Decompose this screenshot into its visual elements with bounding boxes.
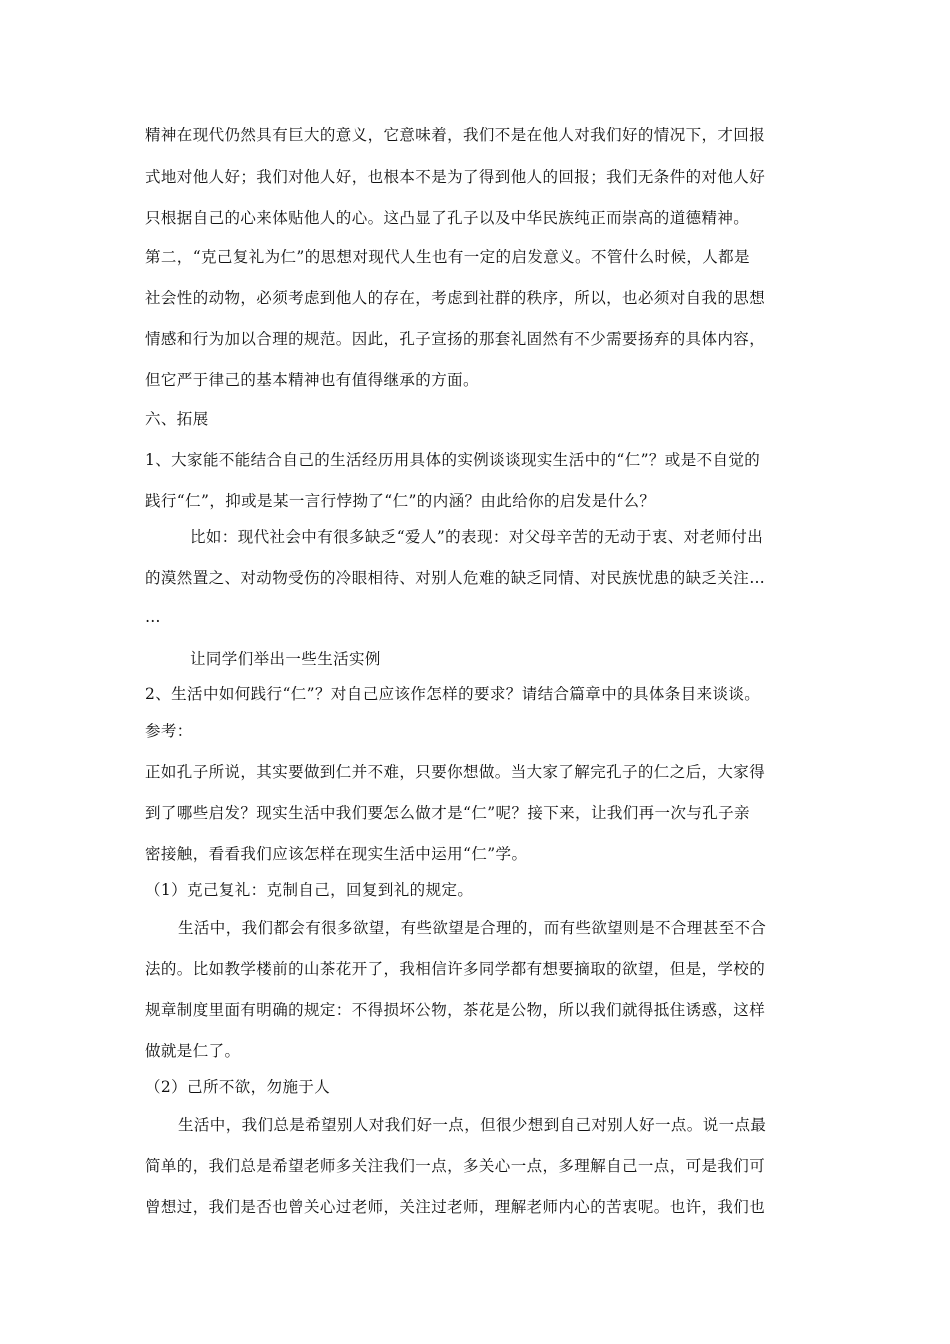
text-line: 让同学们举出一些生活实例 [190, 650, 381, 668]
text-line: 法的。比如教学楼前的山茶花开了，我相信许多同学都有想要摘取的欲望，但是，学校的 [145, 960, 766, 978]
text-line: 生活中，我们都会有很多欲望，有些欲望是合理的，而有些欲望则是不合理甚至不合 [178, 919, 767, 937]
text-line: 但它严于律己的基本精神也有值得继承的方面。 [145, 371, 479, 389]
text-line: 社会性的动物，必须考虑到他人的存在，考虑到社群的秩序，所以，也必须对自我的思想 [145, 289, 766, 307]
text-line: （2）己所不欲，勿施于人 [145, 1078, 331, 1096]
text-line: 正如孔子所说，其实要做到仁并不难，只要你想做。当大家了解完孔子的仁之后，大家得 [145, 763, 766, 781]
text-line: 做就是仁了。 [145, 1042, 241, 1060]
text-line: 情感和行为加以合理的规范。因此，孔子宣扬的那套礼固然有不少需要扬弃的具体内容， [145, 330, 766, 348]
text-line: 曾想过，我们是否也曾关心过老师，关注过老师，理解老师内心的苦衷呢。也许，我们也 [145, 1198, 766, 1216]
text-line: 的漠然置之、对动物受伤的冷眼相待、对别人危难的缺乏同情、对民族忧患的缺乏关注… [145, 569, 766, 587]
text-line: 2、生活中如何践行“仁”？对自己应该作怎样的要求？请结合篇章中的具体条目来谈谈。 [145, 685, 761, 703]
text-line: … [145, 608, 161, 626]
text-line: 规章制度里面有明确的规定：不得损坏公物，茶花是公物，所以我们就得抵住诱惑，这样 [145, 1001, 766, 1019]
text-line: 只根据自己的心来体贴他人的心。这凸显了孔子以及中华民族纯正而崇高的道德精神。 [145, 209, 750, 227]
text-line: 密接触，看看我们应该怎样在现实生活中运用“仁”学。 [145, 845, 528, 863]
text-line: 比如：现代社会中有很多缺乏“爱人”的表现：对父母辛苦的无动于衷、对老师付出 [190, 528, 764, 546]
text-line: 1、大家能不能结合自己的生活经历用具体的实例谈谈现实生活中的“仁”？或是不自觉的 [145, 451, 761, 469]
text-line: 生活中，我们总是希望别人对我们好一点，但很少想到自己对别人好一点。说一点最 [178, 1116, 767, 1134]
text-line: 简单的，我们总是希望老师多关注我们一点，多关心一点，多理解自己一点，可是我们可 [145, 1157, 766, 1175]
text-line: （1）克己复礼：克制自己，回复到礼的规定。 [145, 881, 474, 899]
text-line: 到了哪些启发？现实生活中我们要怎么做才是“仁”呢？接下来，让我们再一次与孔子亲 [145, 804, 750, 822]
text-line: 参考： [145, 722, 193, 740]
text-line: 践行“仁”，抑或是某一言行悖拗了“仁”的内涵？由此给你的启发是什么？ [145, 492, 656, 510]
text-line: 第二，“克己复礼为仁”的思想对现代人生也有一定的启发意义。不管什么时候，人都是 [145, 248, 750, 266]
section-heading: 六、拓展 [145, 410, 209, 428]
text-line: 精神在现代仍然具有巨大的意义，它意味着，我们不是在他人对我们好的情况下，才回报 [145, 126, 766, 144]
text-line: 式地对他人好；我们对他人好，也根本不是为了得到他人的回报；我们无条件的对他人好 [145, 168, 766, 186]
